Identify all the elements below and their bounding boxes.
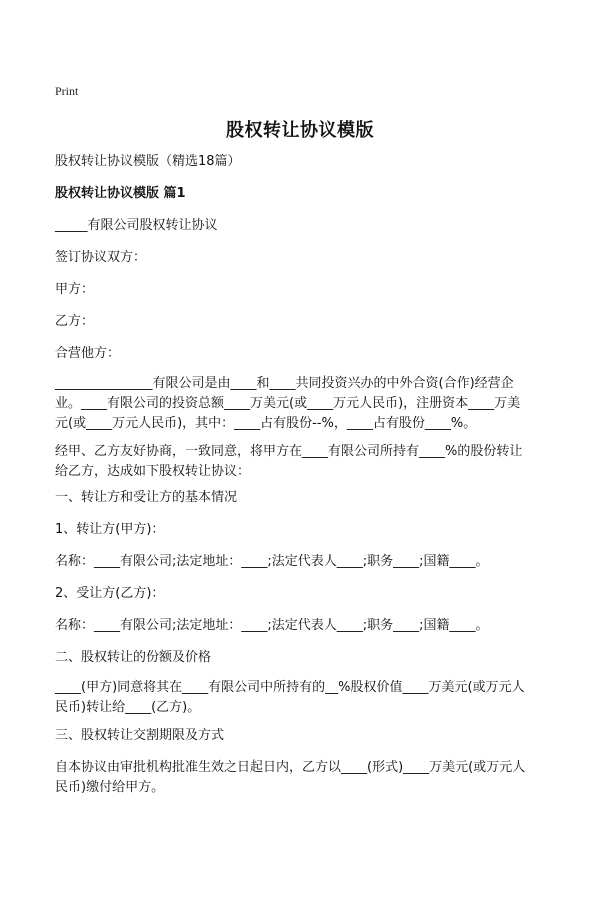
party-b-label: 乙方： (55, 314, 95, 329)
agreement-intro-paragraph (55, 442, 550, 482)
section1-heading: 一、转让方和受让方的基本情况 (55, 490, 238, 505)
section2-heading: 二、股权转让的份额及价格 (55, 650, 212, 665)
company-agreement-title: _____有限公司股权转让协议 (55, 218, 218, 233)
transferee-label: 2、受让方(乙方)： (55, 586, 165, 601)
paragraph-line: _______________有限公司是由____和____共同投资兴办的中外合资(合作)经营企 (55, 376, 514, 391)
paragraph-line: 业。____有限公司的投资总额____万美元(或____万元人民币)，注册资本____万美 (55, 396, 521, 411)
section3-heading: 三、股权转让交割期限及方式 (55, 728, 225, 743)
paragraph-line: ____(甲方)同意将其在____有限公司中所持有的__%股权价值____万美元(或万元人 (55, 680, 525, 695)
paragraph-line: 民币)缴付给甲方。 (55, 780, 165, 795)
transferor-info: 名称：____有限公司;法定地址：____;法定代表人____;职务____;国籍____。 (55, 554, 489, 569)
section2-body (55, 678, 550, 718)
paragraph-line: 给乙方，达成如下股权转让协议： (55, 464, 251, 479)
section3-body (55, 758, 550, 798)
paragraph-line: 经甲、乙方友好协商，一致同意，将甲方在____有限公司所持有____%的股份转让 (55, 444, 523, 459)
section-heading: 股权转让协议模版 篇1 (55, 186, 186, 201)
paragraph-line: 民币)转让给____(乙方)。 (55, 700, 201, 715)
transferor-label: 1、转让方(甲方)： (55, 522, 165, 537)
paragraph-line: 自本协议由审批机构批准生效之日起日内，乙方以____(形式)____万美元(或万元人 (55, 760, 526, 775)
other-party-label: 合营他方： (55, 346, 121, 361)
print-link[interactable]: Print (55, 84, 79, 98)
document-subtitle: 股权转让协议模版（精选18篇） (55, 154, 241, 169)
signing-parties-label: 签订协议双方： (55, 250, 147, 265)
transferee-info: 名称：____有限公司;法定地址：____;法定代表人____;职务____;国籍____。 (55, 618, 489, 633)
document-title: 股权转让协议模版 (226, 120, 374, 141)
paragraph-line: 元(或____万元人民币)，其中：____占有股份--%，____占有股份____%。 (55, 416, 477, 431)
company-description-paragraph (55, 374, 550, 434)
party-a-label: 甲方： (55, 282, 95, 297)
